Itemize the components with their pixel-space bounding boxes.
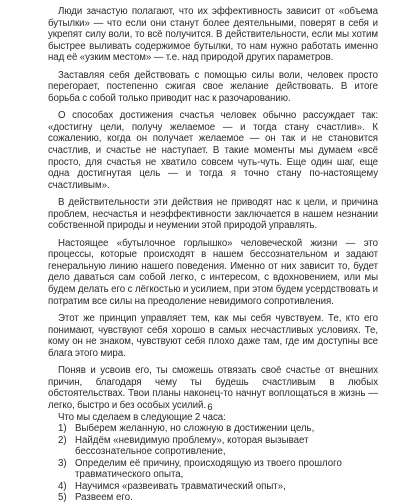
paragraph: Заставляя себя действовать с помощью силы воли, человек просто перегорает, постепенно сжигая свое желание действовать. В итоге борьба с собой только приводит нас к разочарованию. <box>48 69 378 104</box>
paragraph: Люди зачастую полагают, что их эффективность зависит от «объема бутылки» — что если они станут более деятельными, поверят в себя и укрепят силу воли, то всё получится. В действительности, если мы хотим быстрее выливать содержимое бутылки, то нам нужно работать именно над её «узким местом» — т.е. над природой других параметров. <box>48 6 378 64</box>
list-item-number: 4) <box>58 480 67 492</box>
list-item-text: Определим её причину, происходящую из твоего прошлого травматического опыта, <box>75 457 342 481</box>
list-item <box>48 435 378 458</box>
steps-list <box>48 423 378 504</box>
list-item-number: 5) <box>58 492 67 504</box>
book-page <box>48 6 378 504</box>
paragraph: О способах достижения счастья человек обычно рассуждает так: «достигну цели, получу желаемое — и тогда стану счастлив». К сожалению, когда он получает желаемое — он так и не становится счастлив, и счастье не наступает. В такие моменты мы думаем «всё просто, для счастья не хватило совсем чуть-чуть. Еще один шаг, еще одна достигнутая цель — и тогда я точно стану по-настоящему счастливым». <box>48 110 378 191</box>
paragraph: Поняв и усвоив его, ты сможешь отвязать своё счастье от внешних причин, благодаря чему ты будешь счастливым в любых обстоятельствах. Твои планы наконец-то начнут воплощаться в жизнь — легко, быстро и без особых усилий. <box>48 365 378 411</box>
paragraph: Настоящее «бутылочное горлышко» человеческой жизни — это процессы, которые происходят в нашем бессознательном и задают генеральную линию нашего поведения. Именно от них зависит то, будет дело даваться сам собой легко, с интересом, с вдохновением, или мы будем делать его с лёгкостью и усилием, при этом будем усердствовать и потратим все силы на преодоление невидимого сопротивления. <box>48 237 378 307</box>
paragraph: В действительности эти действия не приводят нас к цели, и причина проблем, несчастья и неэффективности заключается в нашем незнании собственной природы и неумении этой природой управлять. <box>48 197 378 232</box>
list-item <box>48 492 378 504</box>
list-item-text: Выберем желанную, но сложную в достижении цель, <box>75 423 315 435</box>
list-item-number: 2) <box>58 434 67 446</box>
list-item-number: 3) <box>58 457 67 469</box>
list-item-text: Научимся «развеивать травматический опыт», <box>75 480 286 492</box>
paragraph: Что мы сделаем в следующие 2 часа: <box>58 411 226 423</box>
page-number: 6 <box>207 402 213 413</box>
list-item-text: Найдём «невидимую проблему», которая вызывает бессознательное сопротивление, <box>75 434 309 458</box>
list-item <box>48 458 378 481</box>
list-item-number: 1) <box>58 423 67 435</box>
list-item <box>48 423 378 435</box>
list-item-text: Развеем его. <box>75 492 133 504</box>
list-item <box>48 481 378 493</box>
paragraph: Этот же принцип управляет тем, как мы себя чувствуем. Те, кто его понимают, чувствуют себя хорошо в самых несчастливых условиях. Те, кому он не знаком, чувствуют себя плохо даже там, где им доступны все блага этого мира. <box>48 313 378 359</box>
